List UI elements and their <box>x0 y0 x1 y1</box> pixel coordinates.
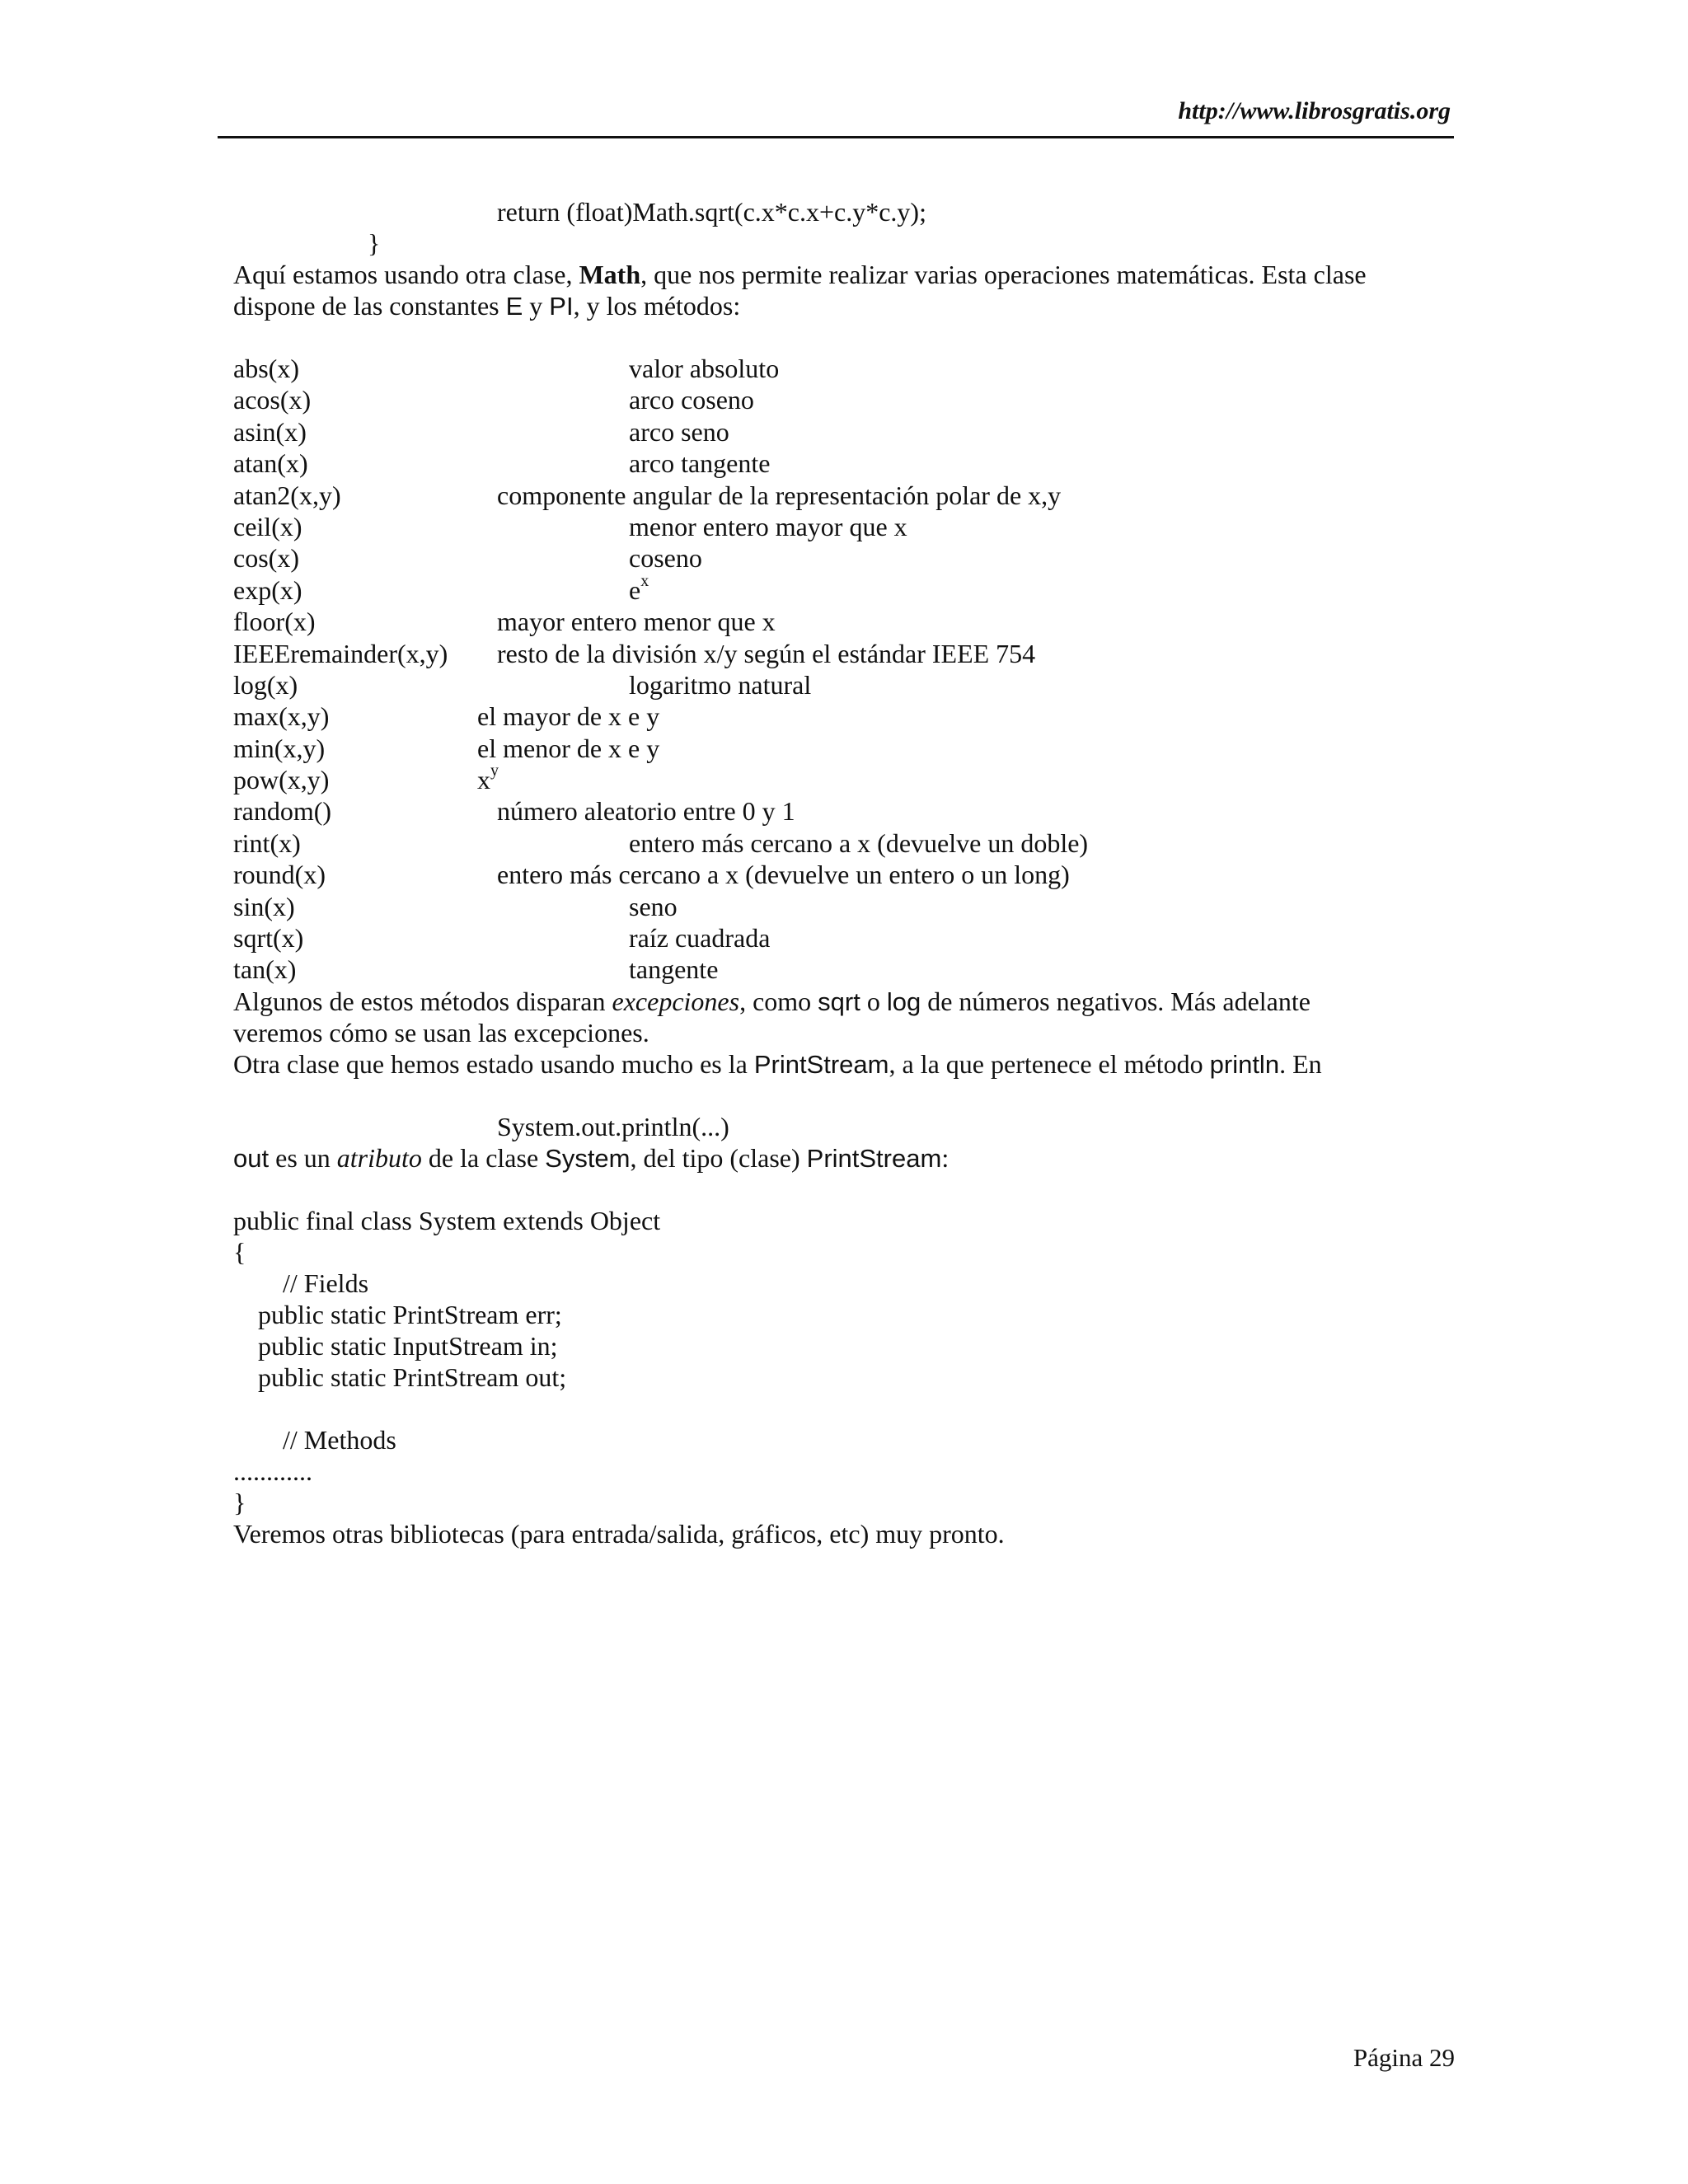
exp-base: e <box>629 574 641 605</box>
method-name: min(x,y) <box>233 733 326 763</box>
method-desc: el menor de x e y <box>477 733 660 763</box>
printstream-term: PrintStream <box>806 1143 942 1173</box>
exceptions-line-1 <box>233 986 1453 1017</box>
code-line: { <box>233 1236 246 1267</box>
method-row <box>233 764 1453 795</box>
out-term: out <box>233 1143 270 1173</box>
method-row <box>233 384 1453 415</box>
method-desc: entero más cercano a x (devuelve un entero o un long) <box>497 860 1070 890</box>
body-text: es un <box>269 1142 337 1173</box>
method-row <box>233 827 1453 859</box>
method-name: ceil(x) <box>233 511 302 541</box>
method-row <box>233 448 1453 479</box>
header-rule <box>218 136 1454 138</box>
exp-superscript: x <box>640 572 649 591</box>
method-desc <box>477 764 499 795</box>
body-text: , como <box>739 986 818 1016</box>
intro-text: Aquí estamos usando otra clase, <box>233 260 579 289</box>
method-row <box>233 669 1453 701</box>
constant-e: E <box>505 292 523 321</box>
method-name: rint(x) <box>233 827 301 858</box>
method-desc: mayor entero menor que x <box>497 607 776 637</box>
sysout-code-line: System.out.println(...) <box>497 1111 729 1141</box>
spacer <box>233 321 1453 353</box>
log-term: log <box>886 987 921 1016</box>
method-name: max(x,y) <box>233 701 330 732</box>
method-name: abs(x) <box>233 354 299 383</box>
method-row <box>233 606 1453 637</box>
pow-superscript: y <box>490 762 499 780</box>
intro-text: dispone de las constantes <box>233 291 506 321</box>
spacer <box>233 1080 1453 1111</box>
method-desc: valor absoluto <box>629 354 780 383</box>
method-row <box>233 733 1453 764</box>
method-name: tan(x) <box>233 954 297 985</box>
exceptions-line-2: veremos cómo se usan las excepciones. <box>233 1017 649 1047</box>
body-text: de números negativos. Más adelante <box>921 986 1311 1016</box>
method-row <box>233 891 1453 922</box>
method-desc: seno <box>629 891 678 921</box>
method-name: round(x) <box>233 860 326 890</box>
println-term: println <box>1209 1049 1280 1079</box>
method-desc: entero más cercano a x (devuelve un doble) <box>629 827 1089 858</box>
method-row <box>233 795 1453 827</box>
method-name: pow(x,y) <box>233 765 330 795</box>
method-row <box>233 922 1453 954</box>
method-name: cos(x) <box>233 543 299 574</box>
method-desc: coseno <box>629 543 702 574</box>
method-desc: arco coseno <box>629 385 754 415</box>
body-text: o <box>860 986 887 1016</box>
method-name: asin(x) <box>233 416 307 447</box>
page-number: Página 29 <box>1353 2043 1455 2072</box>
method-row <box>233 574 1453 606</box>
body-text: Otra clase que hemos estado usando mucho es la <box>233 1048 754 1079</box>
printstream-line <box>233 1048 1453 1080</box>
constant-pi: PI <box>549 292 574 321</box>
system-term: System <box>545 1143 631 1173</box>
method-row <box>233 638 1453 669</box>
method-name: acos(x) <box>233 385 312 415</box>
out-attribute-line <box>233 1142 1453 1174</box>
method-row <box>233 954 1453 985</box>
methods-list <box>233 353 1453 986</box>
method-row <box>233 480 1453 511</box>
system-class-code <box>233 1205 1453 1518</box>
method-row <box>233 701 1453 732</box>
intro-paragraph-line-1 <box>233 259 1453 290</box>
method-name: floor(x) <box>233 607 316 637</box>
page-content <box>233 196 1453 1549</box>
method-name: sin(x) <box>233 891 295 921</box>
code-line: public static PrintStream out; <box>258 1361 567 1392</box>
pow-base: x <box>477 765 490 795</box>
method-desc: logaritmo natural <box>629 669 812 700</box>
method-name: IEEEremainder(x,y) <box>233 638 448 668</box>
closing-paragraph: Veremos otras bibliotecas (para entrada/salida, gráficos, etc) muy pronto. <box>233 1518 1005 1549</box>
method-row <box>233 416 1453 448</box>
code-comment: // Methods <box>283 1424 396 1455</box>
code-ellipsis: ............ <box>233 1455 312 1486</box>
body-text: de la clase <box>421 1142 546 1173</box>
method-desc: arco tangente <box>629 448 771 479</box>
method-desc: número aleatorio entre 0 y 1 <box>497 796 795 827</box>
method-desc: tangente <box>629 954 719 985</box>
code-line: public static InputStream in; <box>258 1330 558 1361</box>
method-name: exp(x) <box>233 574 302 605</box>
body-text: . En <box>1279 1048 1322 1079</box>
printstream-term: PrintStream <box>753 1049 889 1079</box>
method-desc: resto de la división x/y según el estándar IEEE 754 <box>497 638 1036 668</box>
method-row <box>233 511 1453 542</box>
method-desc: arco seno <box>629 416 729 447</box>
body-text: Algunos de estos métodos disparan <box>233 986 612 1016</box>
intro-text: , que nos permite realizar varias operaciones matemáticas. Esta clase <box>640 260 1367 289</box>
spacer <box>233 1393 1453 1424</box>
method-name: sqrt(x) <box>233 923 304 954</box>
code-return-line: return (float)Math.sqrt(c.x*c.x+c.y*c.y); <box>497 197 926 227</box>
math-class-name: Math <box>579 260 641 289</box>
method-name: random() <box>233 796 332 827</box>
method-row <box>233 542 1453 574</box>
method-desc: el mayor de x e y <box>477 701 660 732</box>
method-desc <box>497 574 649 606</box>
code-close-brace: } <box>368 228 381 258</box>
method-row <box>233 859 1453 890</box>
method-desc: componente angular de la representación polar de x,y <box>497 480 1062 510</box>
body-text: , del tipo (clase) <box>630 1142 807 1173</box>
method-row <box>233 353 1453 384</box>
spacer <box>233 1174 1453 1205</box>
sqrt-term: sqrt <box>818 987 860 1016</box>
code-line: public static PrintStream err; <box>258 1299 562 1329</box>
method-name: atan2(x,y) <box>233 480 341 510</box>
code-comment: // Fields <box>283 1268 369 1298</box>
header-url: http://www.librosgratis.org <box>1178 97 1451 124</box>
method-desc: raíz cuadrada <box>629 923 771 954</box>
intro-paragraph-line-2 <box>233 290 1453 321</box>
exceptions-term: excepciones <box>612 986 740 1016</box>
intro-text: , y los métodos: <box>573 291 741 321</box>
body-text: : <box>941 1142 950 1173</box>
method-name: atan(x) <box>233 448 308 479</box>
method-name: log(x) <box>233 669 298 700</box>
code-line: public final class System extends Object <box>233 1205 661 1235</box>
attribute-term: atributo <box>336 1142 422 1173</box>
method-desc: menor entero mayor que x <box>629 511 907 541</box>
body-text: , a la que pertenece el método <box>889 1048 1210 1079</box>
intro-text: y <box>523 291 550 321</box>
code-line: } <box>233 1487 246 1517</box>
